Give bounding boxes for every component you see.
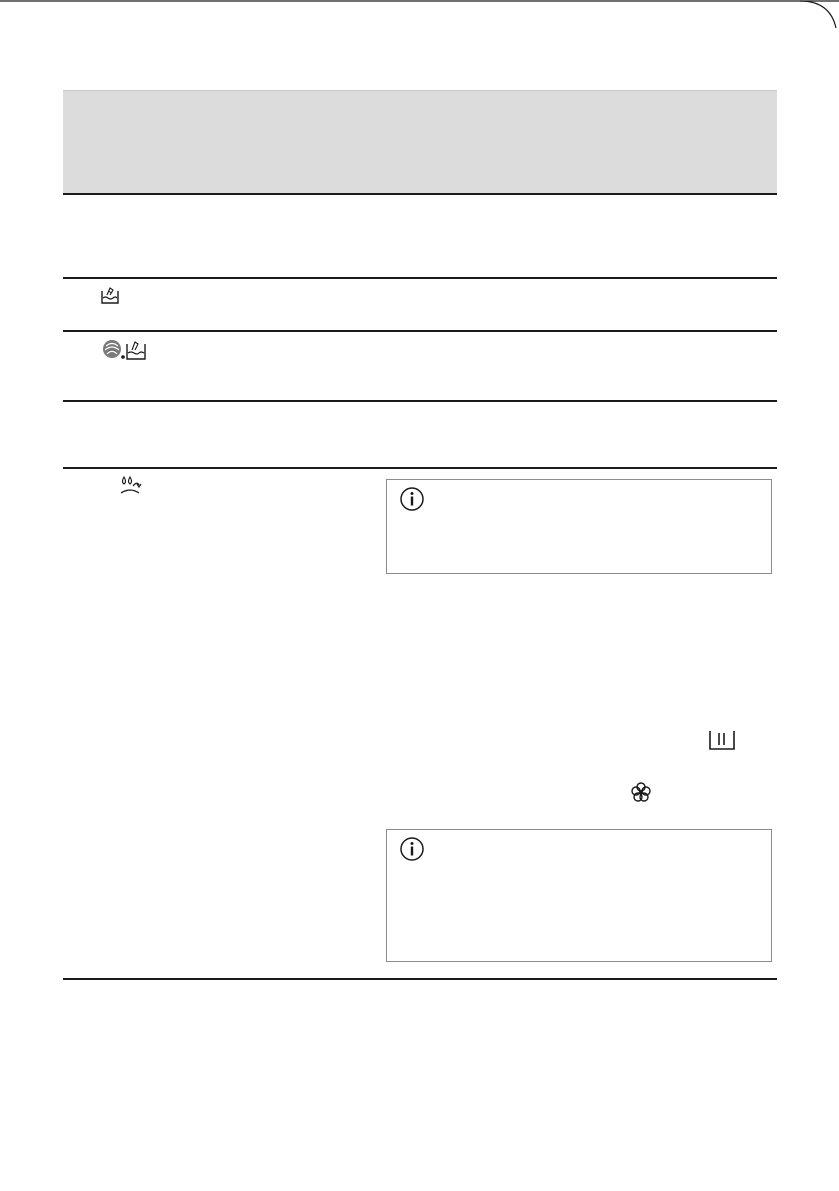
info-note	[386, 479, 772, 574]
program-table	[63, 90, 777, 980]
wool-plus-soak-icon	[101, 338, 149, 362]
tub-compartment-icon	[708, 729, 736, 751]
page-crop-mark	[0, 0, 839, 40]
table-row	[63, 469, 777, 980]
table-row	[63, 402, 777, 469]
table-row	[63, 195, 777, 279]
info-note	[386, 829, 772, 962]
flower-softener-icon	[630, 781, 652, 803]
table-header-row	[63, 90, 777, 195]
info-circle-icon	[399, 836, 425, 862]
table-row	[63, 279, 777, 332]
table-row	[63, 332, 777, 402]
soak-basin-icon	[100, 285, 120, 305]
water-drops-refresh-icon	[119, 475, 143, 497]
info-circle-icon	[399, 486, 425, 512]
